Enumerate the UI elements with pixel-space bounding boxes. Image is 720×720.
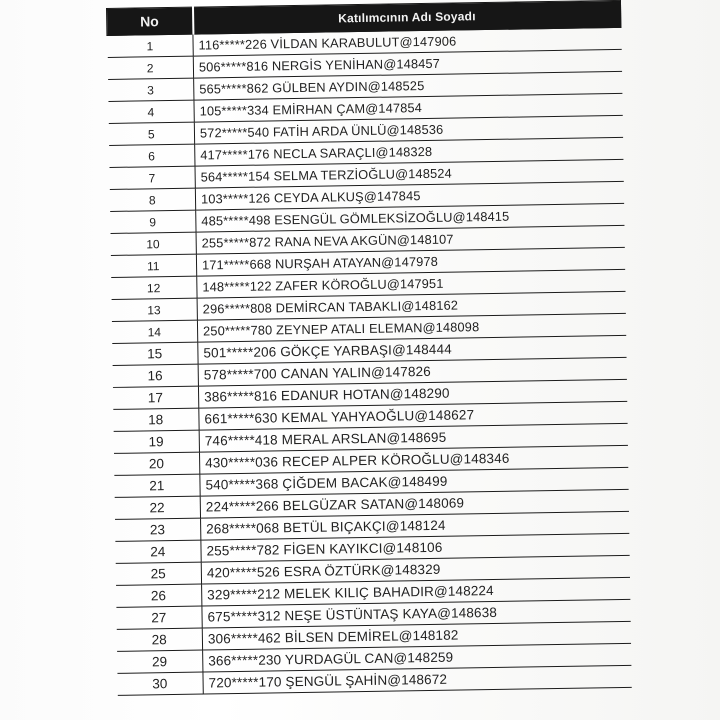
row-number: 11 (110, 254, 196, 277)
participant-name: 171*****668 NURŞAH ATAYAN@147978 (196, 247, 624, 276)
participant-name: 578*****700 CANAN YALIN@147826 (198, 357, 626, 386)
participant-name: 103*****126 CEYDA ALKUŞ@147845 (195, 181, 623, 210)
row-number: 26 (116, 584, 202, 607)
row-number: 17 (112, 386, 198, 409)
row-number: 27 (116, 606, 202, 629)
participant-name: 746*****418 MERAL ARSLAN@148695 (199, 423, 627, 452)
row-number: 24 (115, 540, 201, 563)
row-number: 8 (109, 188, 195, 211)
participant-name: 148*****122 ZAFER KÖROĞLU@147951 (197, 269, 625, 298)
row-number: 7 (109, 166, 195, 189)
row-number: 19 (113, 430, 199, 453)
row-number: 2 (107, 56, 193, 79)
row-number: 14 (111, 320, 197, 343)
row-number: 25 (115, 562, 201, 585)
participant-name: 417*****176 NECLA SARAÇLI@148328 (195, 137, 623, 166)
row-number: 15 (112, 342, 198, 365)
participant-name: 506*****816 NERGİS YENİHAN@148457 (193, 49, 621, 78)
participant-name: 255*****872 RANA NEVA AKGÜN@148107 (196, 225, 624, 254)
participant-name: 366*****230 YURDAGÜL CAN@148259 (203, 643, 631, 672)
participant-table (106, 0, 632, 696)
participant-name: 306*****462 BİLSEN DEMİREL@148182 (202, 621, 630, 650)
participant-name: 540*****368 ÇİĞDEM BACAK@148499 (200, 467, 628, 496)
participant-name: 420*****526 ESRA ÖZTÜRK@148329 (201, 555, 629, 584)
participant-name: 675*****312 NEŞE ÜSTÜNTAŞ KAYA@148638 (202, 599, 630, 628)
participant-name: 255*****782 FİGEN KAYIKCI@148106 (201, 533, 629, 562)
participant-name: 565*****862 GÜLBEN AYDIN@148525 (194, 71, 622, 100)
row-number: 5 (108, 122, 194, 145)
participant-name: 296*****808 DEMİRCAN TABAKLI@148162 (197, 291, 625, 320)
row-number: 21 (114, 474, 200, 497)
participant-name: 430*****036 RECEP ALPER KÖROĞLU@148346 (199, 445, 627, 474)
participant-name: 329*****212 MELEK KILIÇ BAHADIR@148224 (202, 577, 630, 606)
row-number: 13 (111, 298, 197, 321)
row-number: 23 (115, 518, 201, 541)
participant-name: 386*****816 EDANUR HOTAN@148290 (198, 379, 626, 408)
row-number: 18 (113, 408, 199, 431)
row-number: 30 (117, 672, 203, 695)
row-number: 22 (114, 496, 200, 519)
row-number: 4 (108, 100, 194, 123)
participant-name: 250*****780 ZEYNEP ATALI ELEMAN@148098 (197, 313, 625, 342)
row-number: 12 (111, 276, 197, 299)
participant-name: 720*****170 ŞENGÜL ŞAHİN@148672 (203, 665, 631, 694)
row-number: 16 (112, 364, 198, 387)
table-body (107, 27, 631, 695)
participant-name: 564*****154 SELMA TERZİOĞLU@148524 (195, 159, 623, 188)
header-participant-name: Katılımcının Adı Soyadı (192, 0, 620, 34)
participant-name: 268*****068 BETÜL BIÇAKÇI@148124 (201, 511, 629, 540)
participant-name: 116*****226 VİLDAN KARABULUT@147906 (193, 27, 621, 56)
row-number: 10 (110, 232, 196, 255)
participant-name: 661*****630 KEMAL YAHYAOĞLU@148627 (199, 401, 627, 430)
participant-name: 485*****498 ESENGÜL GÖMLEKSİZOĞLU@148415 (196, 203, 624, 232)
participant-name: 105*****334 EMİRHAN ÇAM@147854 (194, 93, 622, 122)
row-number: 6 (109, 144, 195, 167)
participant-sheet (106, 0, 631, 720)
participant-name: 572*****540 FATİH ARDA ÜNLÜ@148536 (194, 115, 622, 144)
header-no: No (107, 7, 193, 35)
participant-name: 501*****206 GÖKÇE YARBAŞI@148444 (198, 335, 626, 364)
row-number: 9 (110, 210, 196, 233)
row-number: 29 (117, 650, 203, 673)
participant-name: 224*****266 BELGÜZAR SATAN@148069 (200, 489, 628, 518)
row-number: 20 (113, 452, 199, 475)
row-number: 28 (116, 628, 202, 651)
row-number: 3 (108, 78, 194, 101)
row-number: 1 (107, 34, 193, 57)
